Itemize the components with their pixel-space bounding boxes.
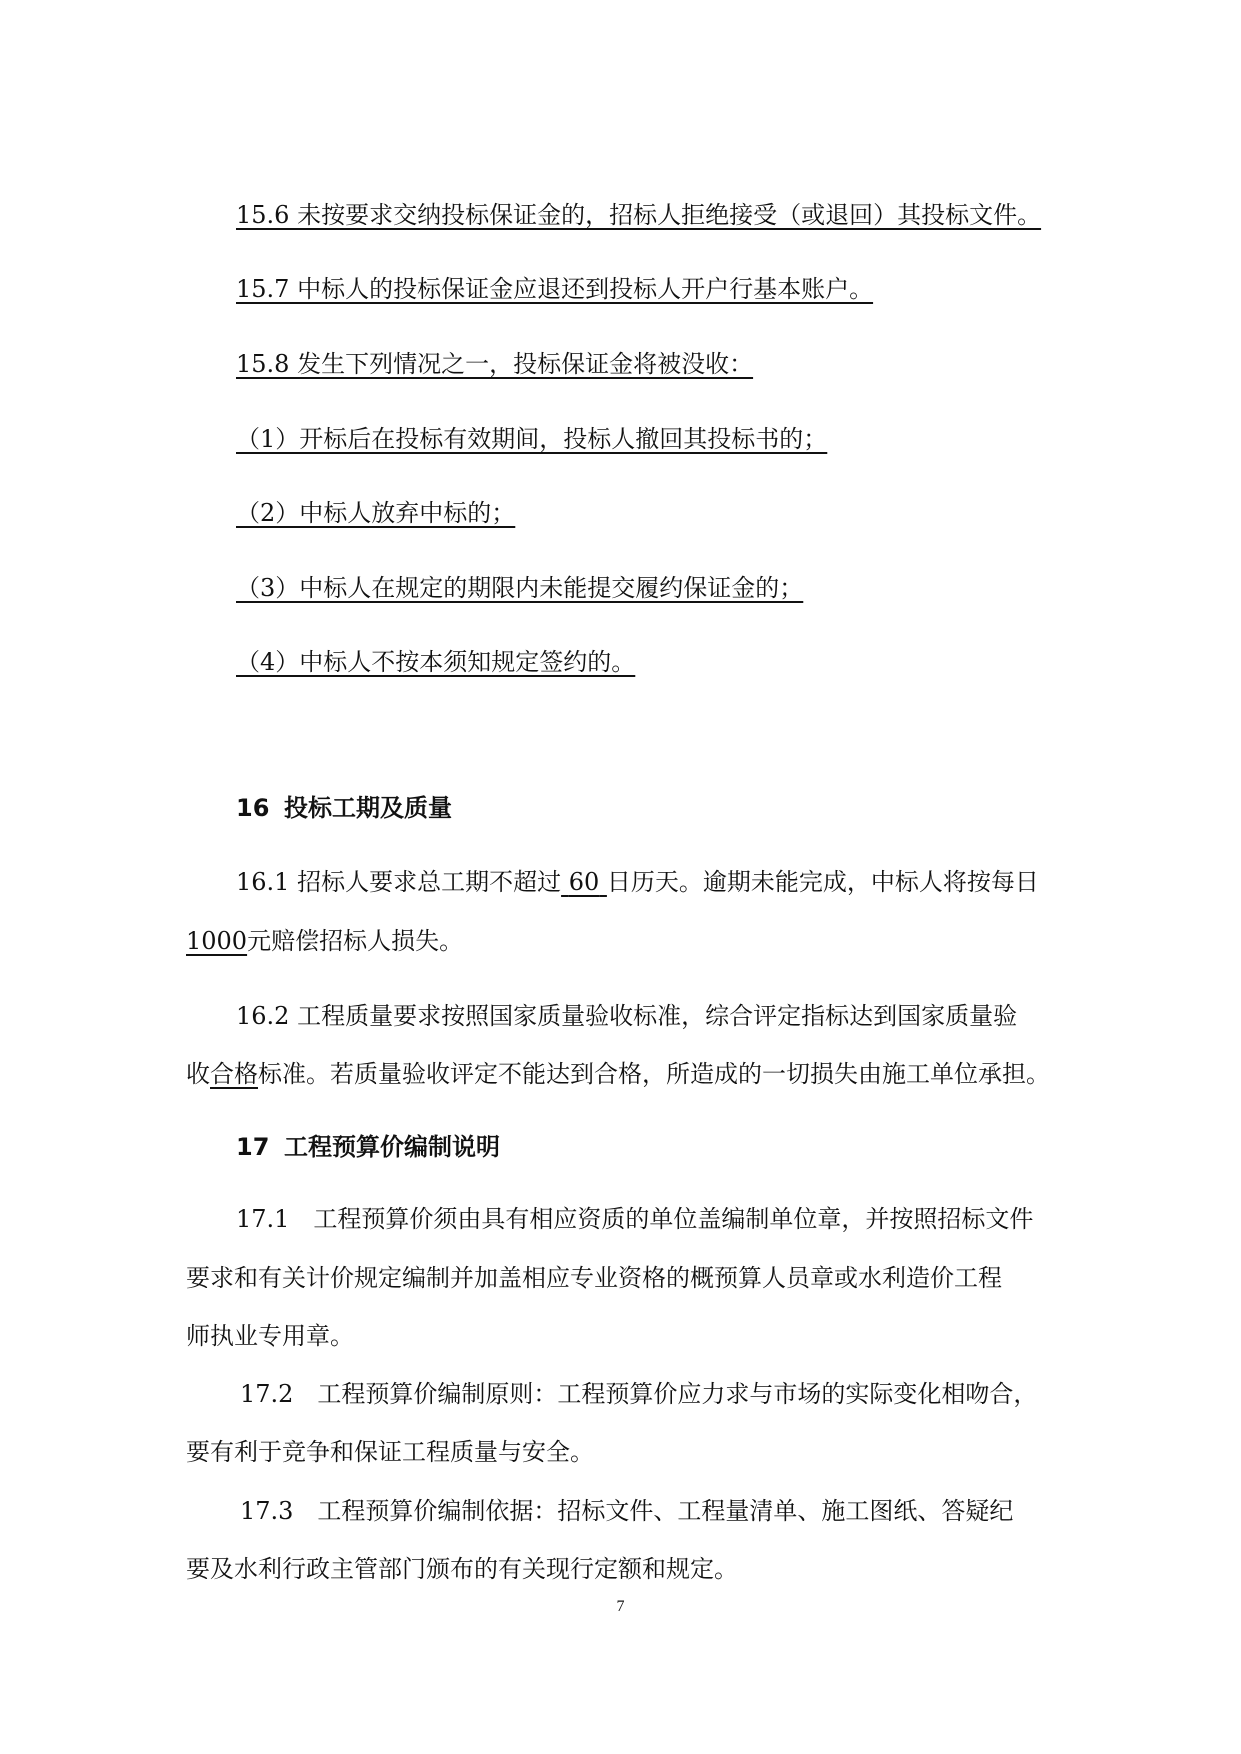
page-number: 7 [616,1598,625,1615]
forfeit-condition-1: （1）开标后在投标有效期间，投标人撤回其投标书的； [236,425,828,453]
clause-15-6: 15.6 未按要求交纳投标保证金的，招标人拒绝接受（或退回）其投标文件。 [236,201,1042,229]
clause-16-2-line2 [186,1058,1050,1090]
clause-16-1-line1 [236,866,1039,898]
section-16-title: 投标工期及质量 [284,794,452,822]
clause-17-3-line1: 17.3 工程预算价编制依据：招标文件、工程量清单、施工图纸、答疑纪 [240,1497,1014,1525]
clause-17-2-line2: 要有利于竞争和保证工程质量与安全。 [186,1438,594,1466]
clause-16-1-tail: 元赔偿招标人损失。 [247,927,464,955]
clause-17-1-line2: 要求和有关计价规定编制并加盖相应专业资格的概预算人员章或水利造价工程 [186,1264,1002,1292]
clause-16-2-suffix: 标准。若质量验收评定不能达到合格，所造成的一切损失由施工单位承担。 [258,1060,1050,1088]
section-16-number: 16 [236,794,270,822]
clause-16-1-suffix: 日历天。逾期未能完成，中标人将按每日 [606,868,1039,896]
section-17-number: 17 [236,1133,270,1161]
penalty-amount: 1000 [186,927,248,955]
clause-16-1-line2 [186,925,463,957]
clause-17-3-line2: 要及水利行政主管部门颁布的有关现行定额和规定。 [186,1555,738,1583]
clause-17-1-line3: 师执业专用章。 [186,1322,354,1350]
forfeit-condition-3: （3）中标人在规定的期限内未能提交履约保证金的； [236,574,804,602]
clause-16-1-prefix: 16.1 招标人要求总工期不超过 [236,868,562,896]
clause-15-7: 15.7 中标人的投标保证金应退还到投标人开户行基本账户。 [236,275,874,303]
clause-17-1-line1: 17.1 工程预算价须由具有相应资质的单位盖编制单位章，并按照招标文件 [236,1205,1034,1233]
quality-grade: 合格 [210,1060,258,1088]
forfeit-condition-4: （4）中标人不按本须知规定签约的。 [236,648,636,676]
duration-days: 60 [568,868,600,896]
clause-16-2-line1: 16.2 工程质量要求按照国家质量验收标准，综合评定指标达到国家质量验 [236,1002,1018,1030]
section-17-heading [236,1131,500,1163]
section-16-heading [236,792,452,824]
section-17-title: 工程预算价编制说明 [284,1133,500,1161]
clause-15-8: 15.8 发生下列情况之一，投标保证金将被没收： [236,350,754,378]
clause-16-2-prefix: 收 [186,1060,210,1088]
clause-17-2-line1: 17.2 工程预算价编制原则：工程预算价应力求与市场的实际变化相吻合， [240,1380,1038,1408]
forfeit-condition-2: （2）中标人放弃中标的； [236,499,516,527]
